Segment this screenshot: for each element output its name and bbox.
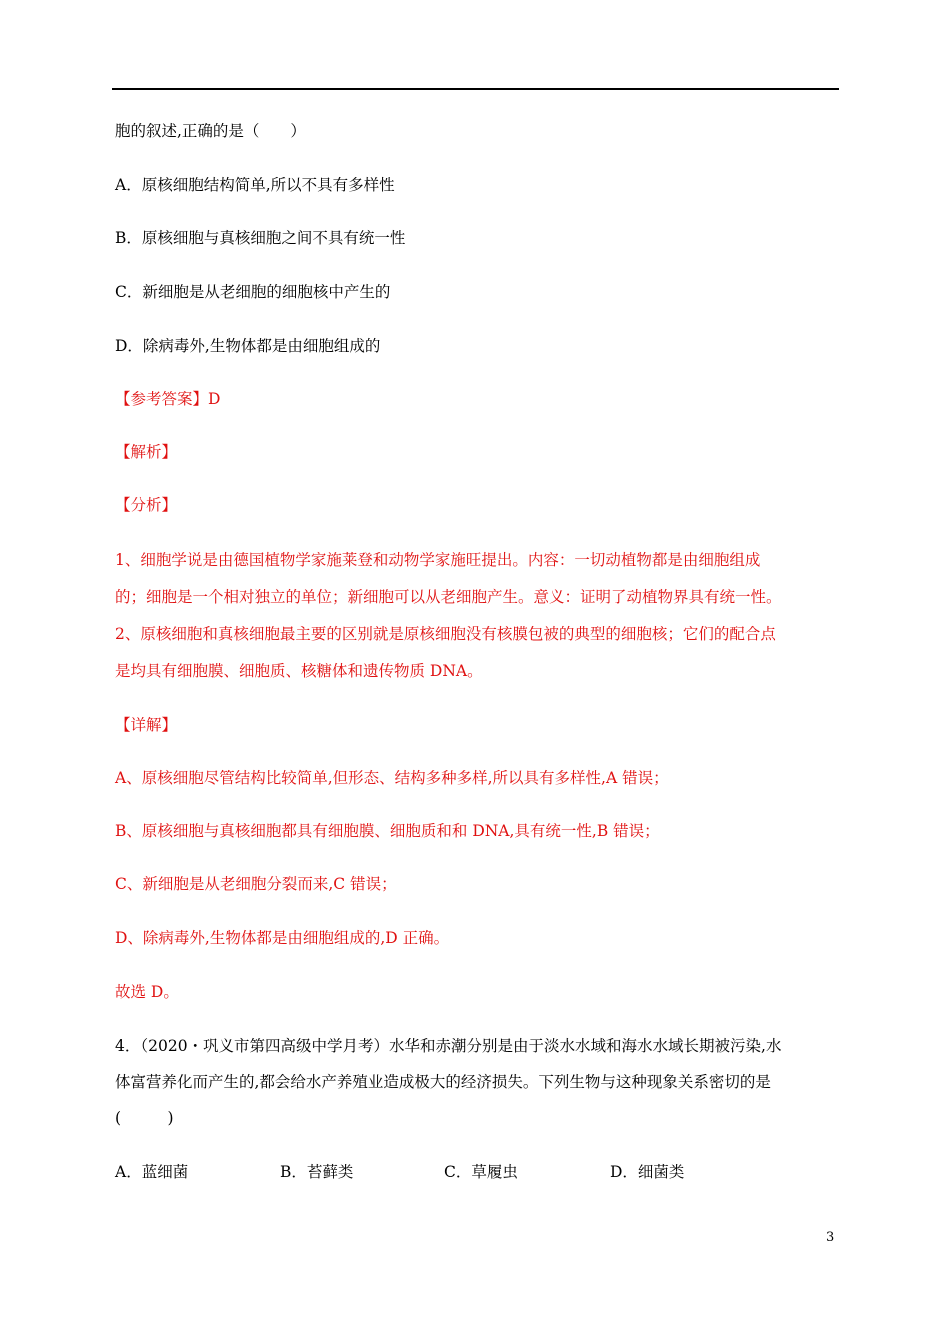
- question4-stem-line: ( ): [115, 1109, 174, 1127]
- question4-option-d: D．细菌类: [610, 1163, 685, 1181]
- fenxi-line: 2、原核细胞和真核细胞最主要的区别就是原核细胞没有核膜包被的典型的细胞核；它们的配合点: [115, 625, 776, 643]
- analysis-heading: 【解析】: [115, 443, 178, 461]
- fenxi-line: 是均具有细胞膜、细胞质、核糖体和遗传物质 DNA。: [115, 662, 483, 680]
- detail-line: D、除病毒外,生物体都是由细胞组成的,D 正确。: [115, 929, 450, 947]
- question-stem-tail: 胞的叙述,正确的是（ ）: [115, 122, 306, 140]
- option-d: D．除病毒外,生物体都是由细胞组成的: [115, 337, 381, 355]
- detail-line: C、新细胞是从老细胞分裂而来,C 错误；: [115, 875, 397, 893]
- header-rule: [112, 88, 839, 90]
- question4-stem-line: 体富营养化而产生的,都会给水产养殖业造成极大的经济损失。下列生物与这种现象关系密切的是: [115, 1073, 771, 1091]
- detail-line: A、原核细胞尽管结构比较简单,但形态、结构多种多样,所以具有多样性,A 错误；: [115, 769, 669, 787]
- question4-option-a: A．蓝细菌: [115, 1163, 189, 1181]
- fenxi-line: 的；细胞是一个相对独立的单位；新细胞可以从老细胞产生。意义：证明了动植物界具有统一性。: [115, 588, 782, 606]
- option-c: C．新细胞是从老细胞的细胞核中产生的: [115, 283, 391, 301]
- question4-option-b: B．苔藓类: [280, 1163, 354, 1181]
- option-a: A．原核细胞结构简单,所以不具有多样性: [115, 176, 395, 194]
- conclusion: 故选 D。: [115, 983, 179, 1001]
- detail-line: B、原核细胞与真核细胞都具有细胞膜、细胞质和和 DNA,具有统一性,B 错误；: [115, 822, 660, 840]
- question4-stem-line: 4．（2020・巩义市第四高级中学月考）水华和赤潮分别是由于淡水水域和海水水域长期被污染,水: [115, 1037, 782, 1055]
- option-b: B．原核细胞与真核细胞之间不具有统一性: [115, 229, 406, 247]
- question4-option-c: C．草履虫: [444, 1163, 518, 1181]
- fenxi-line: 1、细胞学说是由德国植物学家施莱登和动物学家施旺提出。内容：一切动植物都是由细胞组成: [115, 551, 761, 569]
- page-number: 3: [826, 1230, 835, 1245]
- fenxi-heading: 【分析】: [115, 496, 178, 514]
- reference-answer: 【参考答案】D: [115, 390, 221, 408]
- detail-heading: 【详解】: [115, 716, 178, 734]
